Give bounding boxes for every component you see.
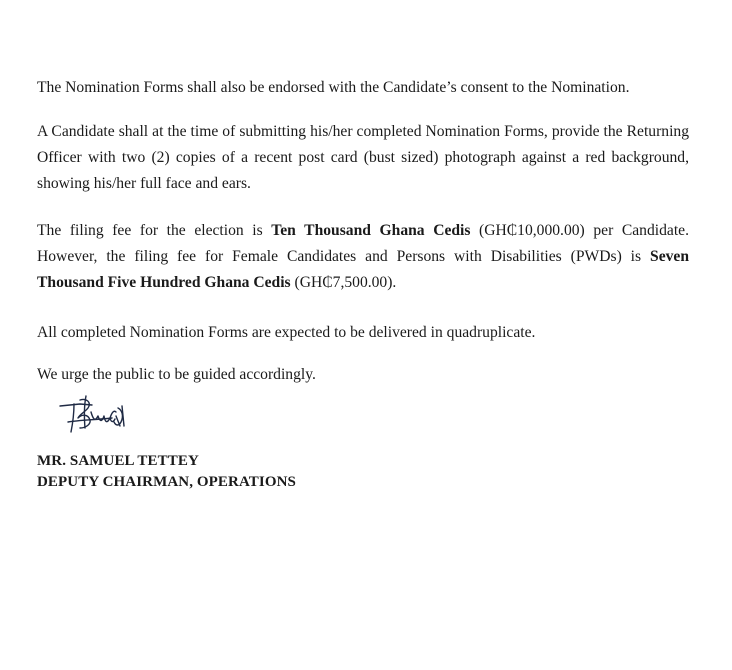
handwritten-signature bbox=[58, 392, 138, 440]
filing-fee-amount-general: Ten Thousand Ghana Cedis bbox=[271, 222, 471, 239]
filing-fee-text-2: (GH₵10,000.00) per Candidate. However, the filing fee for Female Candidates and Persons with Disabilities (PWDs) is bbox=[37, 222, 689, 265]
paragraph-photograph-requirement: A Candidate shall at the time of submitting his/her completed Nomination Forms, provide the Returning Officer with two (2) copies of a recent post card (bust sized) photograph against a red background, showing his/her full face and ears. bbox=[37, 123, 689, 192]
filing-fee-text-3: (GH₵7,500.00). bbox=[290, 274, 397, 291]
paragraph-quadruplicate: All completed Nomination Forms are expected to be delivered in quadruplicate. bbox=[37, 324, 536, 341]
paragraph-filing-fee bbox=[37, 218, 689, 296]
filing-fee-amount-reduced: Seven Thousand Five Hundred Ghana Cedis bbox=[37, 248, 689, 291]
paragraph-consent: The Nomination Forms shall also be endorsed with the Candidate’s consent to the Nomination. bbox=[37, 79, 630, 96]
signatory-title: DEPUTY CHAIRMAN, OPERATIONS bbox=[37, 474, 296, 490]
signatory-name: MR. SAMUEL TETTEY bbox=[37, 453, 199, 469]
paragraph-closing: We urge the public to be guided accordingly. bbox=[37, 366, 316, 383]
filing-fee-text-1: The filing fee for the election is bbox=[37, 222, 272, 239]
